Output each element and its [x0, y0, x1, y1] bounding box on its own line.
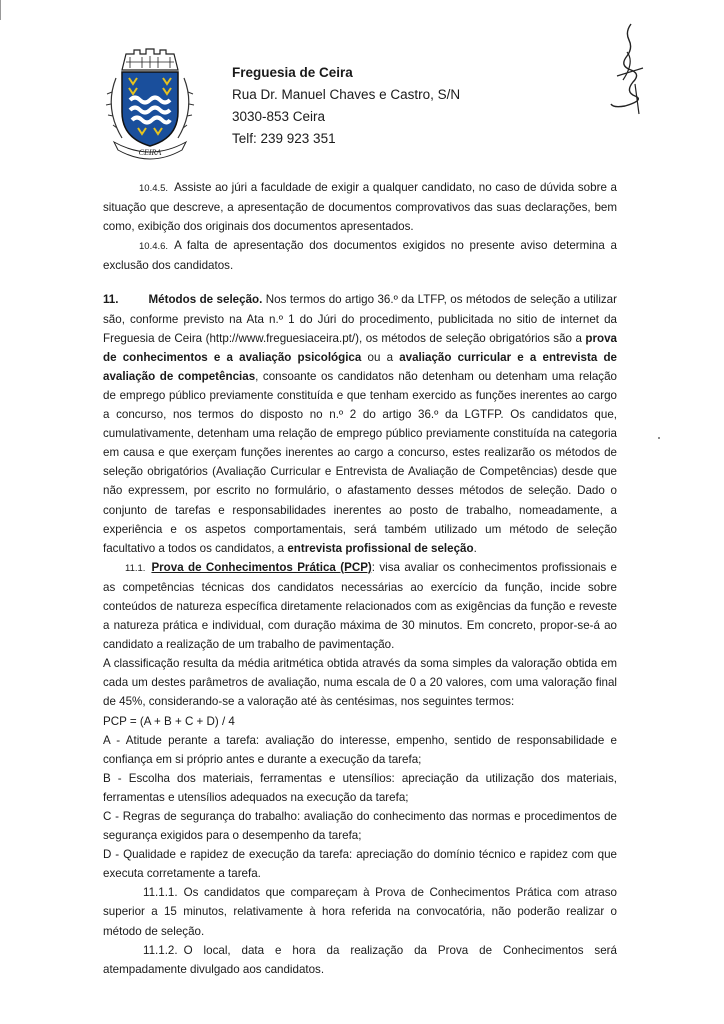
- org-postal: 3030-853 Ceira: [232, 109, 326, 124]
- handwritten-signature: [605, 22, 649, 118]
- paragraph-text: O local, data e hora da realização da Prova de Conhecimentos será atempadamente divulgado aos candidatos.: [103, 943, 617, 976]
- section-text: Nos termos do artigo 36.º da LTFP, os métodos de seleção a utilizar são, conforme previsto na Ata n.º 1 do Júri do procedimento, publicitada no sitio de internet da Freguesia de Ceira (http://www.freguesiaceira.pt/), os métodos de seleção obrigatórios são a: [103, 293, 617, 345]
- svg-text:CEIRA: CEIRA: [138, 148, 162, 157]
- section-text: .: [473, 541, 477, 555]
- criterion-item: C - Regras de segurança do trabalho: avaliação do conhecimento das normas e procedimentos de segurança exigidos para o desempenho da tarefa;: [103, 810, 617, 843]
- formula: PCP = (A + B + C + D) / 4: [103, 714, 235, 728]
- paragraph-10-4-5: [103, 178, 617, 236]
- section-text: : visa avaliar os conhecimentos profissionais e as competências técnicas dos candidatos necessárias ao exercício da função, incide sobre conteúdos de natureza específica diretamente relacionados com as exigências da função e reveste a natureza prática e individual, com duração máxima de 30 minutos. Em concreto, propor-se-á ao candidato a realização de um trabalho de pavimentação.: [103, 560, 617, 652]
- section-text: , consoante os candidatos não detenham ou detenham uma relação de emprego público previamente constituída e que tenham exercido as funções inerentes ao cargo a concurso, nos termos do disposto no n.º 2 do artigo 36.º da LGTFP. Os candidatos que, cumulativamente, detenham uma relação de emprego público previamente constituída na categoria em causa e que exerçam funções inerentes ao cargo a concurso, estes realizarão os métodos de seleção obrigatórios (Avaliação Curricular e Entrevista de Avaliação de Competências) desde que não expressem, por escrito no formulário, o afastamento desses métodos de seleção. Dado o conjunto de tarefas e responsabilidades inerentes ao posto de trabalho, nomeadamente, a experiência e os aspetos comportamentais, será também utilizado um método de seleção facultativo a todos os candidatos, a: [103, 369, 617, 555]
- letterhead: [232, 62, 460, 150]
- org-phone: Telf: 239 923 351: [232, 131, 336, 146]
- scan-edge-mark: [0, 0, 1, 20]
- section-bold: entrevista profissional de seleção: [287, 541, 474, 555]
- coat-of-arms-icon: [96, 48, 204, 160]
- criterion-item: A - Atitude perante a tarefa: avaliação do interesse, empenho, sentido de responsabilidade e confiança em si próprio antes e durante a execução da tarefa;: [103, 733, 617, 766]
- document-body: [103, 178, 617, 979]
- paragraph-number: 10.4.5.: [139, 183, 169, 194]
- paragraph-text: A falta de apresentação dos documentos exigidos no presente aviso determina a exclusão dos candidatos.: [103, 239, 617, 273]
- paragraph-10-4-6: [103, 236, 617, 275]
- section-title: Métodos de seleção.: [148, 293, 263, 307]
- classification-paragraph: A classificação resulta da média aritmética obtida através da soma simples da valoração obtida em cada um destes parâmetros de avaliação, numa escala de 0 a 20 valores, com uma valoração final de 45%, considerando-se a valoração até às centésimas, nos seguintes termos:: [103, 657, 617, 709]
- criterion-item: B - Escolha dos materiais, ferramentas e utensílios: apreciação da utilização dos materiais, ferramentas e utensílios adequados na execução da tarefa;: [103, 771, 617, 804]
- org-name: Freguesia de Ceira: [232, 65, 353, 80]
- paragraph-11-1-1: [103, 883, 617, 940]
- section-number: 11.: [103, 293, 119, 307]
- paragraph-text: Assiste ao júri a faculdade de exigir a qualquer candidato, no caso de dúvida sobre a situação que descreve, a apresentação de documentos comprovativos das suas declarações, bem como, exibição dos originais dos documentos apresentados.: [103, 181, 617, 234]
- paragraph-number: 10.4.6.: [139, 241, 169, 253]
- org-address: Rua Dr. Manuel Chaves e Castro, S/N: [232, 87, 461, 102]
- criterion-item: D - Qualidade e rapidez de execução da tarefa: apreciação do domínio técnico e rapidez com que executa corretamente a tarefa.: [103, 848, 617, 881]
- paragraph-number: 11.1.2.: [143, 943, 178, 957]
- section-text: ou a: [361, 350, 400, 364]
- paragraph-text: Os candidatos que compareçam à Prova de Conhecimentos Prática com atraso superior a 15 minutos, relativamente à hora referida na convocatória, não poderão realizar o método de seleção.: [103, 886, 617, 938]
- paragraph-11-1-2: [103, 941, 617, 979]
- section-bold: prova de conhecimentos e a avaliação psicológica: [103, 331, 617, 364]
- section-11: [103, 290, 617, 557]
- section-number: 11.1.: [125, 562, 146, 574]
- section-11-1: [103, 558, 617, 654]
- section-title: Prova de Conhecimentos Prática (PCP): [151, 560, 372, 574]
- paragraph-number: 11.1.1.: [143, 886, 178, 900]
- speck: [658, 437, 660, 439]
- section-bold: avaliação curricular e a entrevista de avaliação de competências: [103, 350, 617, 383]
